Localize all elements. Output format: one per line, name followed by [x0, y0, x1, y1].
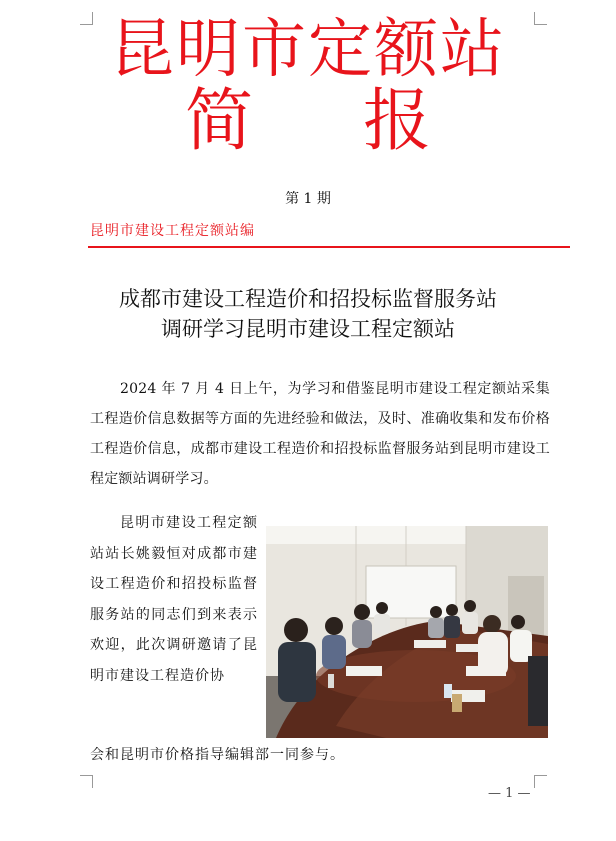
- body-paragraph-2: 昆明市建设工程定额站站长姚毅恒对成都市建设工程造价和招投标监督服务站的同志们到来表示欢迎，此次调研邀请了昆明市建设工程造价协: [90, 515, 258, 684]
- red-divider: [88, 246, 570, 248]
- body-paragraph-1: 2024 年 7 月 4 日上午，为学习和借鉴昆明市建设工程定额站采集工程造价信息数据等方面的先进经验和做法，及时、准确收集和发布价格工程造价信息，成都市建设工程造价和招投标监督服务站到昆明市建设工程定额站调研学习。: [90, 381, 550, 487]
- masthead-subtitle: 简报: [184, 82, 541, 161]
- page-number: — 1 —: [488, 786, 531, 801]
- editor-line: 昆明市建设工程定额站编: [90, 223, 255, 239]
- headline: [60, 284, 556, 344]
- body-paragraph-2-last-line: 会和昆明市价格指导编辑部一同参与。: [90, 747, 345, 763]
- crop-mark-bottom-left: [80, 775, 93, 788]
- headline-line-1: 成都市建设工程造价和招投标监督服务站: [119, 287, 497, 311]
- meeting-photo: [266, 526, 548, 738]
- crop-mark-bottom-right: [534, 775, 547, 788]
- issue-number: 第 1 期: [285, 191, 331, 207]
- headline-line-2: 调研学习昆明市建设工程定额站: [161, 317, 455, 341]
- masthead-title: 昆明市定额站: [110, 13, 506, 87]
